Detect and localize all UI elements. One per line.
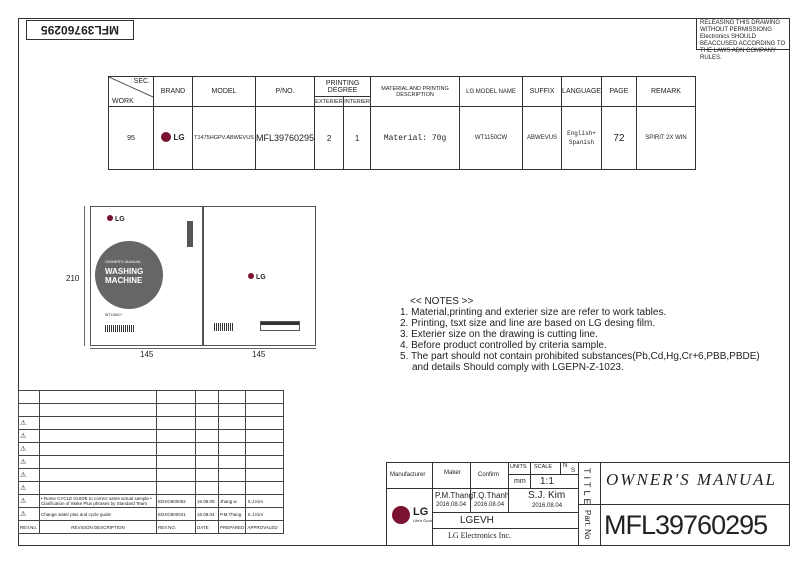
revision-desc: Change water plus and cycle guide [40, 508, 157, 521]
units-label: UNITS [510, 464, 527, 470]
work-value: 95 [109, 107, 154, 170]
pno-header: P/NO. [256, 77, 315, 107]
cover-kicker: OWNER'S MANUAL [105, 259, 142, 264]
printing-degree-header: PRINTING DEGREE [315, 77, 371, 97]
front-cover-info-box [260, 321, 300, 331]
confirm-name: T.Q.Thanh [472, 491, 510, 500]
notes [400, 296, 760, 373]
title-value: OWNER'S MANUAL [606, 470, 777, 489]
language-line-1: English+ [567, 130, 596, 137]
revision-no: EDXG800041 [157, 508, 196, 521]
sec-label: SEC. [133, 78, 150, 85]
scale-value: 1:1 [540, 476, 554, 487]
note-3: 3. Exterier size on the drawing is cutting line. [400, 329, 598, 340]
front-cover [203, 206, 316, 346]
footer-rev: REV.No. [19, 521, 40, 534]
title-block-logo [392, 506, 433, 524]
revision-date: 16.08.09 [196, 495, 219, 508]
maker-date: 2016.08.04 [436, 502, 467, 508]
remark-value: SPIRIT 2X WIN [636, 107, 695, 170]
units-value: mm [514, 478, 526, 485]
suffix-header: SUFFIX [523, 77, 562, 107]
manufacturer-label: Manufacturer [390, 472, 426, 478]
triangle-icon: ⚠ [19, 469, 40, 482]
exterier-header: EXTERIER [315, 98, 343, 105]
material-value: Material: 70g [371, 107, 460, 170]
triangle-icon: ⚠ [19, 482, 40, 495]
brand-value [154, 107, 193, 170]
lg-circle-icon [161, 132, 171, 142]
triangle-icon: ⚠ [19, 495, 40, 508]
model-value: T1475HGPV.ABWEVUS [193, 107, 256, 170]
doc-number-stamp: MFL39760295 [26, 20, 134, 40]
pno-value: MFL39760295 [256, 107, 315, 170]
triangle-icon: ⚠ [19, 417, 40, 430]
s-label: S [571, 468, 576, 474]
tb-divider [578, 504, 790, 505]
interier-header: INTERIER [344, 98, 370, 105]
footer-approved: APPROVALED [246, 521, 284, 534]
lg-model-header: LG MODEL NAME [460, 77, 523, 107]
model-header: MODEL [193, 77, 256, 107]
triangle-icon: ⚠ [19, 456, 40, 469]
lg-circle-icon [248, 273, 254, 279]
title-label: TITLE [582, 468, 592, 508]
exterier-value: 2 [315, 107, 344, 170]
width-dimension-line [90, 348, 316, 349]
suffix-value: ABWEVUS [523, 107, 562, 170]
revision-approved: S.J.Kim [246, 495, 284, 508]
confirm-date: 2016.08.04 [474, 502, 505, 508]
tb-divider [432, 512, 578, 513]
footer-prepared: PREPARED [219, 521, 246, 534]
lg-logo-subtext: Life's Good [413, 518, 434, 523]
front-cover-logo [248, 273, 266, 281]
cover-title-1: WASHING [105, 267, 144, 276]
revision-date: 16.08.04 [196, 508, 219, 521]
tb-divider [470, 462, 471, 512]
lg-circle-icon [392, 506, 410, 524]
partno-value: MFL39760295 [604, 510, 768, 540]
tb-divider [530, 462, 531, 488]
revision-table [18, 390, 284, 534]
page-header: PAGE [601, 77, 636, 107]
interier-value: 1 [344, 107, 371, 170]
language-line-2: Spanish [568, 139, 595, 146]
cover-title-2: MACHINE [105, 276, 143, 285]
language-header: LANGUAGE [562, 77, 602, 107]
height-dimension: 210 [66, 274, 80, 283]
lg-logo-text: LG [173, 132, 185, 142]
tb-divider [386, 488, 578, 489]
revision-row [19, 495, 284, 508]
revision-prepared: P.M.Thang [219, 508, 246, 521]
width-right-dimension: 145 [252, 350, 266, 359]
tb-divider [560, 462, 561, 474]
page-value: 72 [601, 107, 636, 170]
footer-desc: REVISION DESCRIPTION [40, 521, 157, 534]
footer-date: DATE [196, 521, 219, 534]
note-1: 1. Material,printing and exterier size are refer to work tables. [400, 307, 667, 318]
revision-prepared: Jhang.w [219, 495, 246, 508]
maker-label: Maker [444, 470, 461, 476]
company-name: LG Electronics Inc. [448, 531, 511, 540]
approver-name: S.J. Kim [528, 490, 566, 501]
note-4: 4. Before product controlled by criteria sample. [400, 340, 607, 351]
release-note: RELEASING THIS DRAWING WITHOUT PERMISSIONG Electronics SHOULD BEACCUSED ACCORDING TO THE LAWS ADN COMPANY RULES. [696, 18, 790, 50]
work-table [108, 76, 696, 170]
n-label: N [563, 463, 568, 469]
note-5-cont: and details Should comply with LGEPN-Z-1023. [412, 362, 624, 373]
triangle-icon: ⚠ [19, 443, 40, 456]
confirm-label: Confirm [478, 472, 500, 478]
note-5: 5. The part should not contain prohibited substances(Pb,Cd,Hg,Cr+6,PBB,PBDE) [400, 351, 760, 362]
revision-row [19, 508, 284, 521]
lg-logo-text: LG [114, 216, 125, 223]
work-label: WORK [112, 98, 134, 105]
back-cover [90, 206, 203, 346]
material-header: MATERIAL AND PRINTING DESCRIPTION [371, 77, 460, 107]
revision-no: EDXG800052 [157, 495, 196, 508]
back-cover-logo [107, 215, 125, 223]
scale-label: SCALE [534, 464, 553, 470]
language-value [562, 107, 602, 170]
maker-name: P.M.Thang [435, 491, 474, 500]
notes-title: << NOTES >> [410, 296, 474, 307]
remark-header: REMARK [636, 77, 695, 107]
cover-model: WT1150C* [105, 313, 122, 317]
front-cover-barcode [214, 323, 234, 331]
lg-logo-text: LG [413, 506, 429, 518]
lg-logo [161, 132, 184, 142]
tb-divider [432, 528, 578, 529]
cover-barcode [105, 325, 135, 332]
tb-divider [432, 462, 433, 546]
partno-label: Part. No [583, 510, 592, 540]
footer-no: REV.NO. [157, 521, 196, 534]
lg-logo-wrap [413, 507, 433, 523]
lg-model-value: WT1150CW [460, 107, 523, 170]
approver-date: 2016.08.04 [532, 503, 563, 509]
sec-work-header [109, 77, 154, 107]
brand-header: BRAND [154, 77, 193, 107]
tb-divider [508, 462, 509, 512]
revision-footer [19, 521, 284, 534]
revision-desc: • Rome CYCLE GUIDE to correct same actual sample • Clarification of Wake Plus phrases by Standard Team [40, 495, 157, 508]
company-code: LGEVH [460, 515, 494, 526]
lg-circle-icon [107, 215, 113, 221]
height-dimension-line [84, 206, 85, 346]
triangle-icon: ⚠ [19, 430, 40, 443]
tb-divider [508, 474, 578, 475]
triangle-icon: ⚠ [19, 508, 40, 521]
lg-logo-text: LG [255, 274, 266, 281]
note-2: 2. Printing, tsxt size and line are based on LG desing film. [400, 318, 656, 329]
width-left-dimension: 145 [140, 350, 154, 359]
cover-tab-marks [187, 221, 193, 247]
revision-approved: S.J.Kim [246, 508, 284, 521]
